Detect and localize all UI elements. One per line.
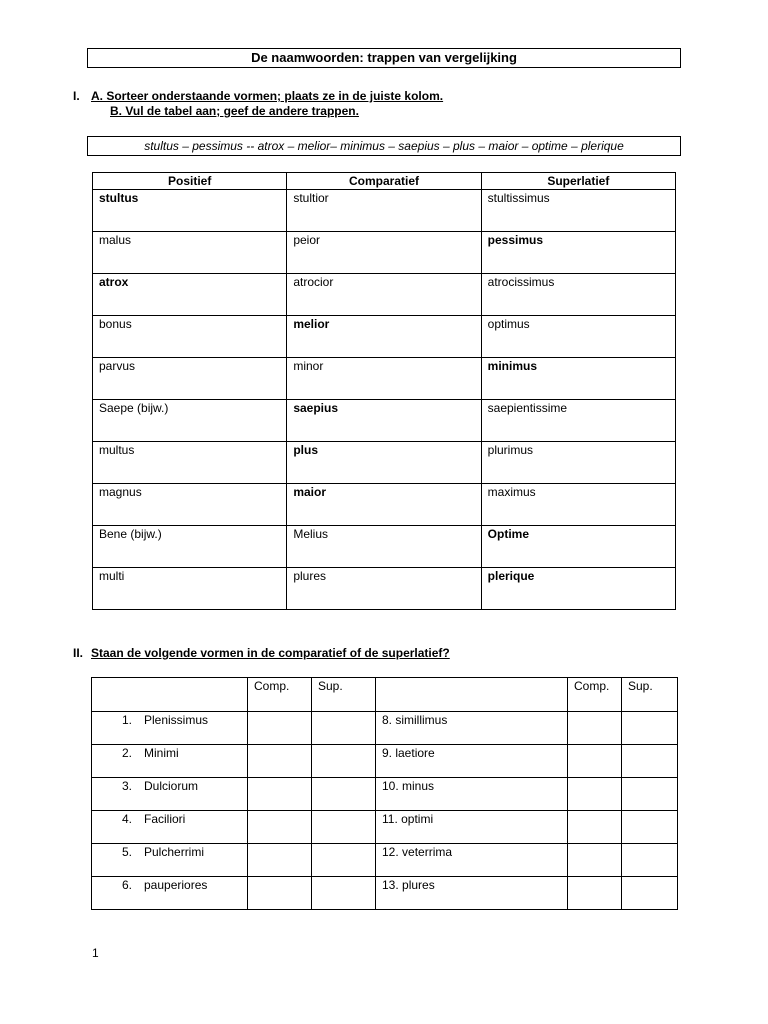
comparatief-cell[interactable]: peior — [287, 232, 481, 274]
positief-cell[interactable]: magnus — [93, 484, 287, 526]
section-1-number: I. — [73, 89, 80, 103]
item-word: Dulciorum — [144, 779, 199, 793]
header-comp: Comp. — [568, 678, 622, 712]
left-item — [92, 778, 248, 811]
sup-answer-cell[interactable] — [622, 811, 678, 844]
table-row — [92, 877, 678, 910]
header-sup: Sup. — [312, 678, 376, 712]
comparatief-cell[interactable]: stultior — [287, 190, 481, 232]
table-row — [93, 274, 676, 316]
left-item — [92, 844, 248, 877]
sup-answer-cell[interactable] — [622, 844, 678, 877]
left-item — [92, 712, 248, 745]
page-title: De naamwoorden: trappen van vergelijking — [87, 48, 681, 68]
table-row — [93, 484, 676, 526]
table-row — [92, 712, 678, 745]
empty-header-cell — [376, 678, 568, 712]
table-row — [93, 400, 676, 442]
comp-answer-cell[interactable] — [568, 778, 622, 811]
header-sup: Sup. — [622, 678, 678, 712]
table-row — [93, 526, 676, 568]
superlatief-cell[interactable]: maximus — [481, 484, 675, 526]
comp-answer-cell[interactable] — [248, 811, 312, 844]
item-number: 2. — [122, 746, 133, 760]
superlatief-cell[interactable]: minimus — [481, 358, 675, 400]
instruction-a: A. Sorteer onderstaande vormen; plaats ze in de juiste kolom. — [91, 89, 444, 103]
sup-answer-cell[interactable] — [622, 745, 678, 778]
sup-answer-cell[interactable] — [622, 877, 678, 910]
item-word: pauperiores — [144, 878, 208, 892]
comparison-table — [92, 172, 676, 610]
sup-answer-cell[interactable] — [622, 712, 678, 745]
item-number: 4. — [122, 812, 133, 826]
positief-cell[interactable]: parvus — [93, 358, 287, 400]
table-row — [92, 745, 678, 778]
item-word: Minimi — [144, 746, 179, 760]
item-word: Plenissimus — [144, 713, 209, 727]
item-number: 1. — [122, 713, 133, 727]
superlatief-cell[interactable]: stultissimus — [481, 190, 675, 232]
superlatief-cell[interactable]: saepientissime — [481, 400, 675, 442]
sup-answer-cell[interactable] — [312, 811, 376, 844]
right-item: 8. simillimus — [376, 712, 568, 745]
comp-answer-cell[interactable] — [248, 877, 312, 910]
instruction-b: B. Vul de tabel aan; geef de andere trappen. — [110, 104, 359, 118]
header-comparatief: Comparatief — [287, 173, 481, 190]
header-positief: Positief — [93, 173, 287, 190]
comp-answer-cell[interactable] — [568, 877, 622, 910]
superlatief-cell[interactable]: atrocissimus — [481, 274, 675, 316]
sup-answer-cell[interactable] — [622, 778, 678, 811]
comp-answer-cell[interactable] — [248, 844, 312, 877]
table-row — [93, 316, 676, 358]
page-number: 1 — [92, 946, 99, 960]
classification-table-header — [92, 678, 678, 712]
positief-cell[interactable]: Bene (bijw.) — [93, 526, 287, 568]
sup-answer-cell[interactable] — [312, 745, 376, 778]
classification-table — [91, 677, 678, 910]
comp-answer-cell[interactable] — [568, 745, 622, 778]
header-comp: Comp. — [248, 678, 312, 712]
comparatief-cell[interactable]: maior — [287, 484, 481, 526]
table-row — [93, 232, 676, 274]
right-item: 13. plures — [376, 877, 568, 910]
sup-answer-cell[interactable] — [312, 778, 376, 811]
table-row — [92, 844, 678, 877]
right-item: 11. optimi — [376, 811, 568, 844]
right-item: 9. laetiore — [376, 745, 568, 778]
item-word: Faciliori — [144, 812, 186, 826]
comparatief-cell[interactable]: plus — [287, 442, 481, 484]
comparatief-cell[interactable]: atrocior — [287, 274, 481, 316]
comparatief-cell[interactable]: saepius — [287, 400, 481, 442]
positief-cell[interactable]: atrox — [93, 274, 287, 316]
superlatief-cell[interactable]: optimus — [481, 316, 675, 358]
empty-header-cell — [92, 678, 248, 712]
left-item — [92, 877, 248, 910]
right-item: 12. veterrima — [376, 844, 568, 877]
positief-cell[interactable]: bonus — [93, 316, 287, 358]
comp-answer-cell[interactable] — [248, 778, 312, 811]
comp-answer-cell[interactable] — [568, 844, 622, 877]
word-list-box: stultus – pessimus -- atrox – melior– minimus – saepius – plus – maior – optime – plerique — [87, 136, 681, 156]
item-number: 3. — [122, 779, 133, 793]
table-row — [93, 442, 676, 484]
comp-answer-cell[interactable] — [568, 712, 622, 745]
superlatief-cell[interactable]: Optime — [481, 526, 675, 568]
positief-cell[interactable]: stultus — [93, 190, 287, 232]
table-row — [92, 778, 678, 811]
comparatief-cell[interactable]: melior — [287, 316, 481, 358]
comp-answer-cell[interactable] — [568, 811, 622, 844]
comparatief-cell[interactable]: plures — [287, 568, 481, 610]
item-number: 6. — [122, 878, 133, 892]
item-number: 5. — [122, 845, 133, 859]
right-item: 10. minus — [376, 778, 568, 811]
superlatief-cell[interactable]: plerique — [481, 568, 675, 610]
sup-answer-cell[interactable] — [312, 844, 376, 877]
superlatief-cell[interactable]: pessimus — [481, 232, 675, 274]
question-text: Staan de volgende vormen in de comparatief of de superlatief? — [91, 646, 450, 660]
section-2-number: II. — [73, 646, 84, 660]
comparatief-cell[interactable]: Melius — [287, 526, 481, 568]
table-row — [93, 358, 676, 400]
table-row — [93, 568, 676, 610]
sup-answer-cell[interactable] — [312, 712, 376, 745]
comparison-table-header — [93, 173, 676, 190]
header-superlatief: Superlatief — [481, 173, 675, 190]
positief-cell[interactable]: multus — [93, 442, 287, 484]
table-row — [92, 811, 678, 844]
left-item — [92, 811, 248, 844]
positief-cell[interactable]: malus — [93, 232, 287, 274]
table-row — [93, 190, 676, 232]
comparatief-cell[interactable]: minor — [287, 358, 481, 400]
comp-answer-cell[interactable] — [248, 712, 312, 745]
left-item — [92, 745, 248, 778]
positief-cell[interactable]: Saepe (bijw.) — [93, 400, 287, 442]
comp-answer-cell[interactable] — [248, 745, 312, 778]
item-word: Pulcherrimi — [144, 845, 205, 859]
positief-cell[interactable]: multi — [93, 568, 287, 610]
superlatief-cell[interactable]: plurimus — [481, 442, 675, 484]
sup-answer-cell[interactable] — [312, 877, 376, 910]
